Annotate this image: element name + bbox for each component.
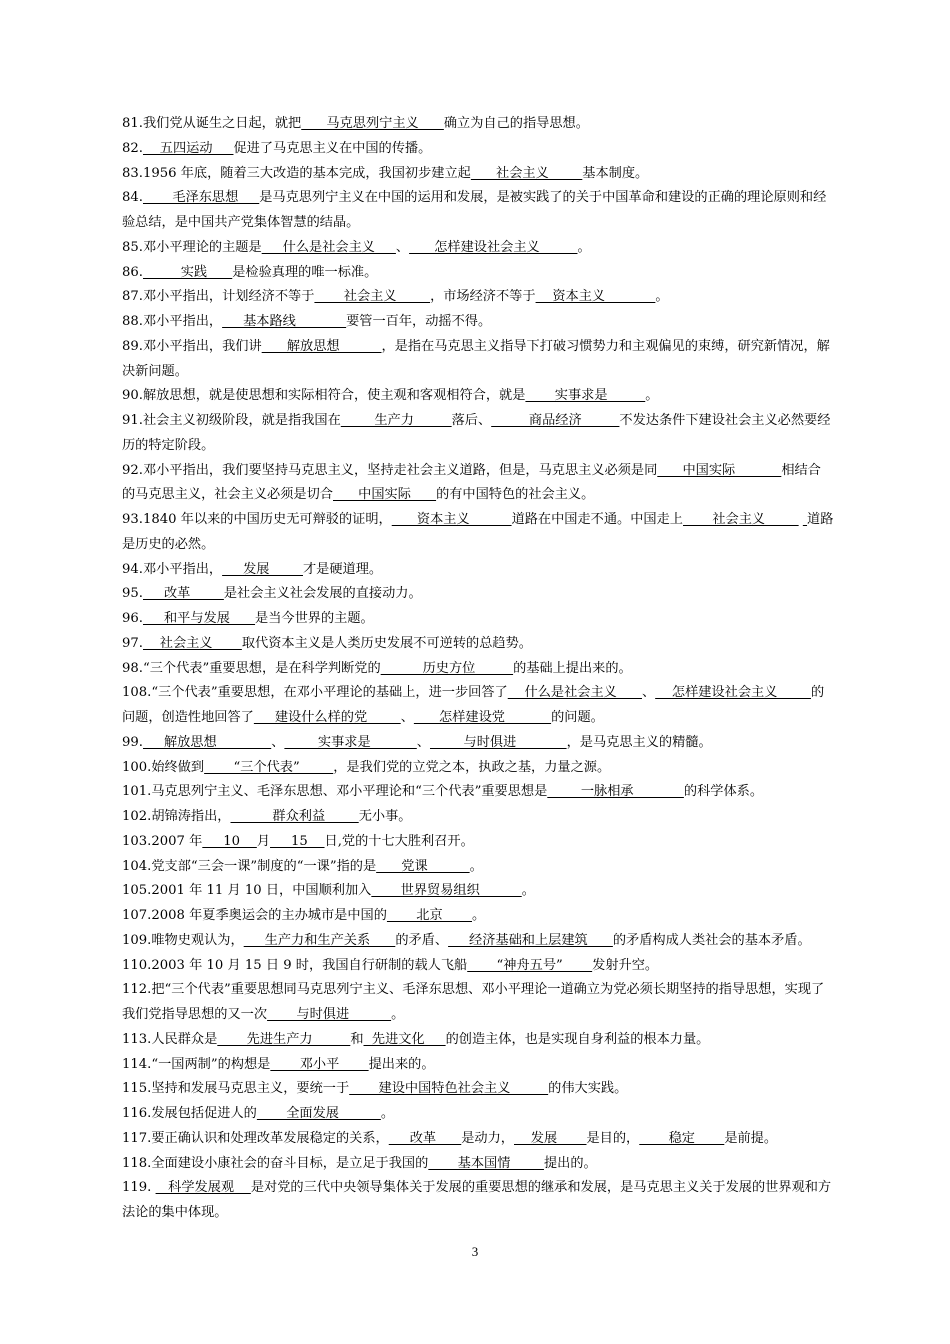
question-text: 是当今世界的主题。 — [255, 611, 374, 626]
question-text: 109.唯物史观认为， — [122, 932, 244, 948]
answer-blank: 邓小平 — [270, 1056, 369, 1072]
answer-blank: 中国实际 — [333, 487, 437, 503]
answer-blank: 资本主义 — [391, 512, 512, 527]
question-text: 道路在中国走不通。中国走上 — [511, 512, 683, 527]
question-text: 才是硬道理。 — [302, 561, 383, 577]
question-text: 。 — [655, 289, 669, 305]
question-text: 96. — [122, 611, 143, 626]
question-text: 98.“三个代表”重要思想，是在科学判断党的 — [122, 660, 381, 676]
answer-blank: 15 — [270, 833, 325, 849]
question-text: ，市场经济不等于 — [430, 289, 536, 305]
question-text: 、 — [400, 710, 414, 725]
question-text: 的科学体系。 — [683, 784, 764, 800]
question-text: 84. — [122, 190, 143, 206]
question-text: 117.要正确认识和处理改革发展稳定的关系， — [122, 1130, 389, 1146]
question-text: ，是指在马克思主义指导下打破习惯势力和主观偏见的束缚，研究新情况，解决新问题。 — [122, 338, 830, 379]
question-q113 — [122, 1028, 834, 1053]
question-text: 115.坚持和发展马克思主义，要统一于 — [122, 1081, 350, 1097]
answer-blank: 经济基础和上层建筑 — [448, 932, 613, 948]
question-text: 月 — [256, 833, 271, 849]
question-text: 92.邓小平指出，我们要坚持马克思主义，坚持走社会主义道路，但是，马克思主义必须是同 — [122, 462, 658, 478]
question-q97 — [122, 632, 834, 657]
question-text: ，是马克思主义的精髓。 — [566, 734, 712, 750]
question-text: 的创造主体，也是实现自身利益的根本力量。 — [445, 1031, 710, 1047]
answer-blank: 先进文化 — [363, 1031, 446, 1047]
question-text: 提出来的。 — [368, 1056, 435, 1072]
answer-blank: 10 — [202, 833, 257, 849]
question-text: 。 — [645, 388, 659, 404]
question-q82 — [122, 137, 834, 162]
question-text: 102.胡锦涛指出， — [122, 809, 231, 824]
question-text: 。 — [577, 239, 591, 255]
answer-blank: 发展 — [222, 561, 303, 577]
question-q102 — [122, 805, 834, 830]
question-text: 不发达条件下建设社会主义必然要经历的特定阶段。 — [122, 413, 831, 453]
question-text: 基本制度。 — [582, 165, 649, 181]
question-q89 — [122, 335, 834, 385]
question-text: 112.把“三个代表”重要思想同马克思列宁主义、毛泽东思想、邓小平理论一道确立为党必须长期坚持的指导思想，实现了我们党指导思想的又一次 — [122, 982, 825, 1022]
answer-blank: “神舟五号” — [467, 957, 593, 973]
question-text: 的问题。 — [551, 710, 604, 725]
question-text: 107.2008 年夏季奥运会的主办城市是中国的 — [122, 908, 387, 923]
question-text: 是马克思列宁主义在中国的运用和发展，是被实践了的关于中国革命和建设的正确的理论原则和经验总结，是中国共产党集体智慧的结晶。 — [122, 190, 827, 230]
question-text: 的矛盾构成人类社会的基本矛盾。 — [612, 932, 811, 948]
question-text: 的伟大实践。 — [548, 1081, 628, 1097]
question-list — [122, 112, 834, 1226]
question-text: 是动力， — [461, 1130, 514, 1146]
question-text: 是目的， — [586, 1130, 640, 1146]
question-q98 — [122, 657, 834, 682]
question-text: 116.发展包括促进人的 — [122, 1106, 257, 1121]
question-text: 是前提。 — [724, 1130, 778, 1146]
question-text: 的矛盾、 — [395, 932, 449, 948]
answer-blank: 与时俱进 — [267, 1007, 392, 1022]
answer-blank: 基本国情 — [428, 1155, 544, 1171]
answer-blank: 改革 — [388, 1130, 462, 1146]
question-q96 — [122, 607, 834, 632]
question-text: 103.2007 年 — [122, 833, 203, 849]
question-q104 — [122, 855, 834, 880]
answer-blank: 社会主义 — [142, 635, 242, 651]
question-text: 93.1840 年以来的中国历史无可辩驳的证明， — [122, 512, 392, 527]
answer-blank: 社会主义 — [683, 512, 799, 527]
question-q94 — [122, 558, 834, 583]
question-q99 — [122, 731, 834, 756]
question-q107 — [122, 904, 834, 929]
answer-blank: 资本主义 — [535, 289, 656, 305]
question-text: 110.2003 年 10 月 15 日 9 时，我国自行研制的载人飞船 — [122, 957, 468, 973]
question-text: 取代资本主义是人类历史发展不可逆转的总趋势。 — [241, 635, 532, 651]
question-q116 — [122, 1102, 834, 1127]
question-q108 — [122, 681, 834, 731]
answer-blank: 解放思想 — [261, 338, 382, 354]
question-text: 确立为自己的指导思想。 — [443, 116, 589, 131]
question-q95 — [122, 582, 834, 607]
question-text: 101.马克思列宁主义、毛泽东思想、邓小平理论和“三个代表”重要思想是 — [122, 784, 548, 800]
question-q109 — [122, 929, 834, 954]
question-q118 — [122, 1152, 834, 1177]
answer-blank: 基本路线 — [222, 314, 347, 329]
question-text: 要管一百年，动摇不得。 — [346, 314, 492, 329]
question-text: 日,党的十七大胜利召开。 — [324, 833, 474, 849]
question-text: 的有中国特色的社会主义。 — [436, 487, 595, 503]
question-text: 相结合的马克思主义，社会主义必须是切合 — [122, 462, 821, 503]
question-q115 — [122, 1077, 834, 1102]
question-text: 、 — [271, 734, 285, 750]
answer-blank: 一脉相承 — [547, 784, 684, 800]
question-q114 — [122, 1053, 834, 1078]
question-text: 113.人民群众是 — [122, 1031, 218, 1047]
answer-blank: 社会主义 — [314, 289, 431, 305]
question-q105 — [122, 879, 834, 904]
question-text: 是社会主义社会发展的直接动力。 — [223, 586, 422, 602]
question-text: 发射升空。 — [592, 957, 659, 973]
answer-blank: 历史方位 — [380, 660, 514, 676]
answer-blank: 和平与发展 — [142, 611, 256, 626]
question-q83 — [122, 162, 834, 187]
question-q92 — [122, 459, 834, 509]
question-text: 。 — [391, 1007, 405, 1022]
answer-blank: 稳定 — [639, 1130, 725, 1146]
question-q81 — [122, 112, 834, 137]
question-text: 是检验真理的唯一标准。 — [232, 264, 378, 280]
question-text: 、 — [416, 734, 430, 750]
question-text: 的基础上提出来的。 — [513, 660, 632, 676]
question-text: 100.始终做到 — [122, 759, 205, 775]
question-text: 的问题，创造性地回答了 — [122, 685, 825, 725]
question-text: 道路是历史的必然。 — [122, 512, 834, 552]
question-text: 促进了马克思主义在中国的传播。 — [233, 140, 432, 156]
answer-blank: 生产力和生产关系 — [243, 932, 396, 948]
answer-blank: 毛泽东思想 — [142, 190, 260, 206]
question-q112 — [122, 978, 834, 1028]
answer-blank: 解放思想 — [142, 734, 272, 750]
question-q119 — [122, 1176, 834, 1226]
question-text: 和 — [350, 1031, 364, 1047]
question-text: 。 — [472, 908, 486, 923]
answer-blank: 建设什么样的党 — [253, 710, 401, 725]
answer-blank: 五四运动 — [142, 140, 234, 156]
question-q86 — [122, 261, 834, 286]
question-text: 是对党的三代中央领导集体关于发展的重要思想的继承和发展，是马克思主义关于发展的世界观和方法论的集中体现。 — [122, 1180, 832, 1220]
question-q103 — [122, 830, 834, 855]
answer-blank: 实践 — [142, 264, 233, 280]
answer-blank: 先进生产力 — [217, 1031, 351, 1047]
answer-blank: 改革 — [142, 586, 224, 602]
question-text: 88.邓小平指出， — [122, 314, 223, 329]
question-q117 — [122, 1127, 834, 1152]
answer-blank: 世界贸易组织 — [371, 883, 522, 899]
question-text: 85.邓小平理论的主题是 — [122, 239, 262, 255]
question-q87 — [122, 285, 834, 310]
question-text: 97. — [122, 635, 143, 651]
question-text: 95. — [122, 586, 143, 602]
question-text: 落后、 — [451, 413, 492, 428]
question-q110 — [122, 954, 834, 979]
answer-blank: 实事求是 — [525, 388, 646, 404]
answer-blank: 建设中国特色社会主义 — [349, 1081, 549, 1097]
question-text: 、 — [641, 685, 656, 701]
answer-blank: 怎样建设社会主义 — [409, 239, 578, 255]
answer-blank: 什么是社会主义 — [507, 685, 642, 701]
question-text: 86. — [122, 264, 143, 280]
answer-blank: 生产力 — [340, 413, 452, 428]
question-text: 119. — [122, 1180, 156, 1196]
answer-blank: 群众利益 — [230, 809, 359, 824]
question-q100 — [122, 756, 834, 781]
answer-blank: 全面发展 — [256, 1106, 381, 1121]
question-text: 81.我们党从诞生之日起，就把 — [122, 116, 302, 131]
question-q90 — [122, 384, 834, 409]
question-text: 90.解放思想，就是使思想和实际相符合，使主观和客观相符合，就是 — [122, 388, 526, 404]
answer-blank: 什么是社会主义 — [261, 239, 396, 255]
answer-blank: 马克思列宁主义 — [301, 116, 444, 131]
question-text: 114.“一国两制”的构想是 — [122, 1056, 271, 1072]
answer-blank: 北京 — [386, 908, 472, 923]
question-text: 87.邓小平指出，计划经济不等于 — [122, 289, 315, 305]
question-q93 — [122, 508, 834, 558]
question-text: 提出的。 — [543, 1155, 597, 1171]
question-text: 、 — [395, 239, 410, 255]
question-text: 104.党支部“三会一课”制度的“一课”指的是 — [122, 858, 377, 874]
answer-blank: “三个代表” — [204, 759, 334, 775]
answer-blank: 党课 — [376, 858, 470, 874]
question-text: 无小事。 — [358, 809, 412, 824]
answer-blank: 与时俱进 — [429, 734, 567, 750]
question-text: 105.2001 年 11 月 10 日，中国顺利加入 — [122, 883, 372, 899]
question-text: 118.全面建设小康社会的奋斗目标，是立足于我国的 — [122, 1155, 429, 1171]
question-text: ，是我们党的立党之本，执政之基，力量之源。 — [333, 759, 611, 775]
question-text: 83.1956 年底，随着三大改造的基本完成，我国初步建立起 — [122, 165, 471, 181]
question-text: 99. — [122, 734, 143, 750]
answer-blank: 商品经济 — [491, 413, 620, 428]
question-text: 。 — [380, 1106, 395, 1121]
question-text: 89.邓小平指出，我们讲 — [122, 338, 262, 354]
answer-blank: 科学发展观 — [155, 1180, 251, 1196]
answer-blank: 发展 — [514, 1130, 587, 1146]
question-text: 108.“三个代表”重要思想，在邓小平理论的基础上，进一步回答了 — [122, 685, 508, 701]
question-text: 。 — [521, 883, 535, 899]
answer-blank: 怎样建设社会主义 — [655, 685, 811, 701]
question-q85 — [122, 236, 834, 261]
question-q88 — [122, 310, 834, 335]
question-q101 — [122, 780, 834, 805]
question-text: 91.社会主义初级阶段，就是指我国在 — [122, 413, 341, 428]
question-q91 — [122, 409, 834, 459]
answer-blank: 怎样建设党 — [413, 710, 552, 725]
question-text: 82. — [122, 140, 143, 156]
question-q84 — [122, 186, 834, 236]
answer-blank: 实事求是 — [284, 734, 417, 750]
page-number: 3 — [471, 1244, 479, 1259]
question-text: 94.邓小平指出， — [122, 561, 223, 577]
answer-blank: 社会主义 — [470, 165, 583, 181]
answer-blank: 中国实际 — [657, 462, 782, 478]
question-text: 。 — [469, 858, 483, 874]
